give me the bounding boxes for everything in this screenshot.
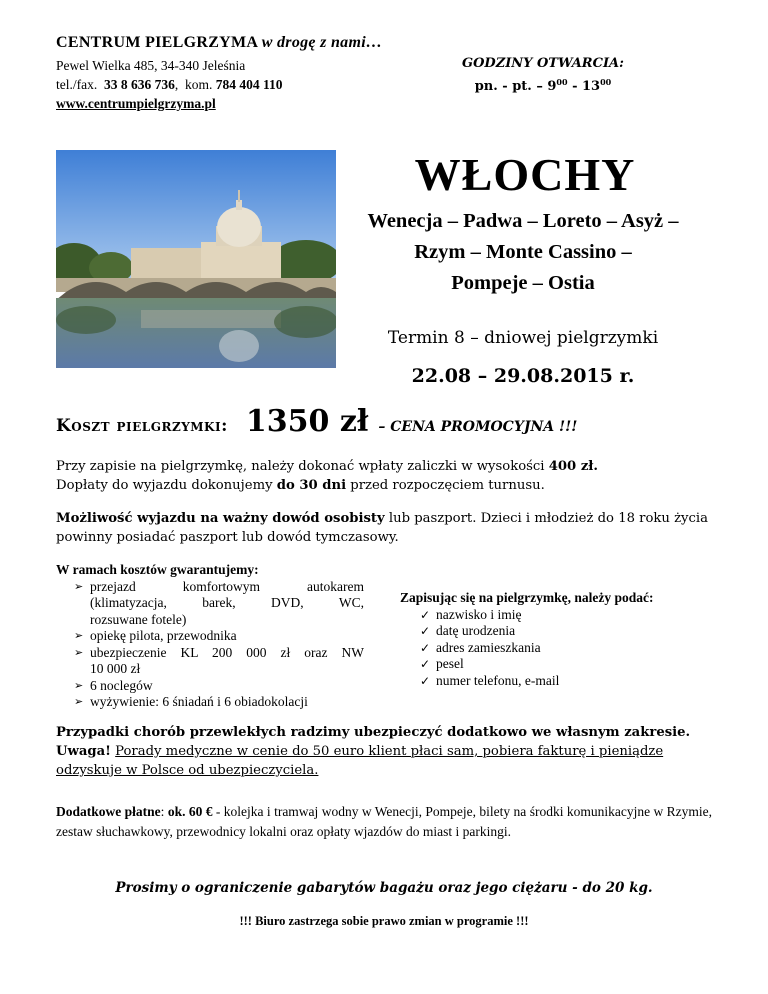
tel-label: tel./fax. — [56, 77, 98, 92]
trip-title: WŁOCHY — [414, 149, 636, 200]
contact-block — [56, 56, 283, 113]
guarantees-heading: W ramach kosztów gwarantujemy: — [56, 562, 259, 577]
deposit-amount: 400 zł. — [548, 459, 598, 474]
hours-label: GODZINY OTWARCIA: — [462, 56, 624, 71]
documents-info: Możliwość wyjazdu na ważny dowód osobisty lub paszport. Dzieci i młodzież do 18 roku życia powinny posiadać paszport lub dowód tymczasowy. — [56, 511, 708, 545]
cost-label: Koszt pielgrzymki: — [56, 416, 228, 436]
address: Pewel Wielka 485, 34-340 Jeleśnia — [56, 58, 246, 73]
cost-note: – CENA PROMOCYJNA !!! — [378, 419, 578, 435]
cost-line — [56, 404, 577, 439]
list-item: ✓ adres zamieszkania — [422, 640, 720, 657]
route-line: Wenecja – Padwa – Loreto – Asyż – — [367, 210, 679, 232]
org-name: CENTRUM PIELGRZYMA — [56, 34, 258, 51]
phone-line: tel./fax. 33 8 636 736, kom. 784 404 110 — [56, 77, 283, 92]
list-item: ✓ nazwisko i imię — [422, 607, 720, 624]
hours-value: pn. - pt. – $9^{00} - 13^{00}$ — [474, 77, 612, 94]
warning-label: Uwaga! — [56, 744, 111, 759]
mobile-number: 784 404 110 — [215, 77, 283, 92]
registration-list — [400, 590, 720, 689]
website-link[interactable]: www.centrumpielgrzyma.pl — [56, 96, 216, 111]
extra-amount: ok. 60 € — [167, 804, 213, 819]
opening-hours — [462, 54, 624, 96]
list-item: ➢ opiekę pilota, przewodnika — [78, 628, 364, 645]
disclaimer: !!! Biuro zastrzega sobie prawo zmian w programie !!! — [239, 914, 529, 928]
org-header — [56, 34, 382, 52]
extra-costs: Dodatkowe płatne: ok. 60 € - kolejka i tramwaj wodny w Wenecji, Pompeje, bilety na środki komunikacyjne w Rzymie, zestaw słuchawkowy, przewodnicy lokalni oraz opłaty wjazdów do miast i parkingi. — [56, 804, 712, 839]
insurance-info: Przypadki chorób przewlekłych radzimy ubezpieczyć dodatkowo we własnym zakresie. Uwaga! Porady medyczne w cenie do 50 euro klient płaci sam, pobiera fakturę i pieniądze odzyskuje w Polsce od ubezpieczyciela. — [56, 725, 691, 778]
list-item: ➢ ubezpieczenie KL 200 000 zł oraz NW 10 000 zł — [78, 645, 364, 678]
guarantees-list — [56, 562, 364, 711]
list-item: ✓ numer telefonu, e-mail — [422, 673, 720, 690]
warning-text: Porady medyczne w cenie do 50 euro klient płaci sam, pobiera fakturę i pieniądze odzyskuje w Polsce od ubezpieczyciela. — [56, 744, 664, 778]
trip-route — [336, 206, 710, 299]
tel-number: 33 8 636 736 — [103, 77, 175, 92]
mobile-label: kom. — [184, 77, 213, 92]
trip-dates: 22.08 – 29.08.2015 r. — [411, 365, 635, 387]
rome-photo — [56, 150, 336, 368]
route-line: Pompeje – Ostia — [451, 272, 595, 294]
list-item: ✓ datę urodzenia — [422, 623, 720, 640]
list-item: ➢ 6 noclegów — [78, 678, 364, 695]
list-item: ✓ pesel — [422, 656, 720, 673]
list-item: ➢ wyżywienie: 6 śniadań i 6 obiadokolacji — [78, 694, 364, 711]
org-motto: w drogę z nami… — [261, 34, 383, 51]
payment-deadline: do 30 dni — [276, 478, 347, 493]
payment-info: Przy zapisie na pielgrzymkę, należy dokonać wpłaty zaliczki w wysokości 400 zł. Dopłaty do wyjazdu dokonujemy do 30 dni przed rozpoczęciem turnusu. — [56, 459, 598, 493]
trip-term: Termin 8 – dniowej pielgrzymki — [387, 328, 659, 348]
list-item: ➢ przejazd komfortowym autokarem (klimatyzacja, barek, DVD, WC, rozsuwane fotele) — [78, 579, 364, 629]
cost-value: 1350 zł — [245, 404, 369, 439]
luggage-note: Prosimy o ograniczenie gabarytów bagażu oraz jego ciężaru - do 20 kg. — [115, 880, 653, 896]
route-line: Rzym – Monte Cassino – — [414, 241, 632, 263]
registration-heading: Zapisując się na pielgrzymkę, należy podać: — [400, 590, 654, 605]
